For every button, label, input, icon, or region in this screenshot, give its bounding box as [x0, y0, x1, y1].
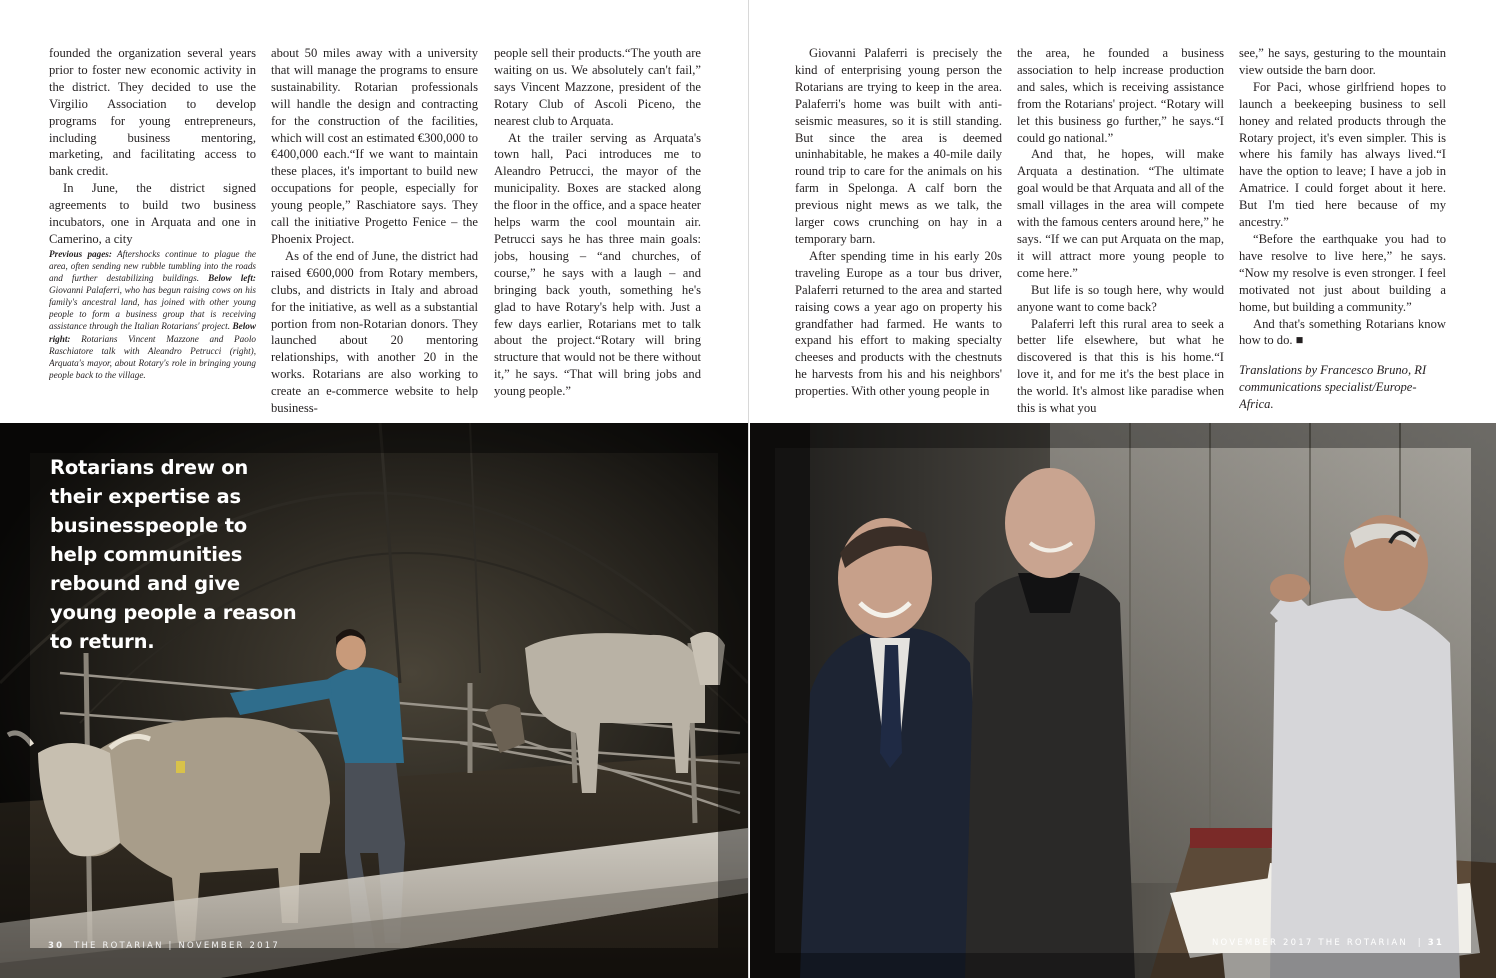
folio-text: THE ROTARIAN | NOVEMBER 2017 — [74, 941, 280, 951]
caption-text: Aftershocks continue to plague the area, often sending new rubble tumbling into the roads and further destabilizing buildings. — [49, 248, 256, 284]
folio-left — [48, 941, 280, 951]
folio-right: NOVEMBER 2017 THE ROTARIAN | 31 — [1212, 938, 1444, 948]
page-number: 30 — [48, 941, 65, 951]
office-illustration — [750, 423, 1496, 978]
folio-text: NOVEMBER 2017 THE ROTARIAN — [1212, 938, 1408, 948]
paragraph: For Paci, whose girlfriend hopes to launch a beekeeping business to sell honey and related products through the Rotary project, it's even simpler. This is where his family has always lived.“I have the option to leave; I have a job in Amatrice. I could forget about it here. But I'm tied here because of my ancestry.” — [1239, 79, 1446, 230]
right-column-3 — [1239, 45, 1446, 413]
caption-lead: Below left: — [208, 273, 256, 284]
left-column-1 — [49, 45, 256, 381]
barn-photo — [0, 423, 748, 978]
photo-caption — [49, 248, 256, 381]
caption-lead: Below right: — [49, 321, 256, 344]
paragraph: But life is so tough here, why would anyone want to come back? — [1017, 282, 1224, 314]
pull-quote: Rotarians drew on their expertise as businesspeople to help communities rebound and give young people a reason to return. — [50, 456, 297, 653]
left-column-3 — [494, 45, 701, 400]
paragraph: Giovanni Palaferri is precisely the kind of enterprising young person the Rotarians are trying to keep in the area. Palaferri's home was built with anti-seismic measures, so it is still standing. But since the area is deemed uninhabitable, he makes a 40-mile daily round trip to care for the animals on his farm in Spelonga. A calf born the previous night mews as we talk, the larger cows crunching on hay in a temporary barn. — [795, 46, 1002, 246]
paragraph: At the trailer serving as Arquata's town hall, Paci introduces me to Aleandro Petrucci, the mayor of the municipality. Boxes are stacked along the floor in the office, and a space heater helps warm the cool mountain air. Petrucci says he has three main goals: jobs, housing – “and churches, of course,” he says with a laugh – and bringing back youth, something he's glad to have Rotary's help with. Just a few days earlier, Rotarians met to talk about the project.“Rotary will bring structure that would not be there without it,” he says. “That will bring jobs and young people.” — [494, 130, 701, 399]
paragraph: founded the organization several years prior to foster new economic activity in the district. They decided to use the Virgilio Association to develop programs for young entrepreneurs, including business mentoring, marketing, and facilitating access to bank credit. — [49, 46, 256, 179]
right-page-text — [749, 0, 1496, 421]
right-column-2 — [1017, 45, 1224, 417]
translation-credit: Translations by Francesco Bruno, RI communications specialist/Europe-Africa. — [1239, 363, 1427, 412]
page-gutter — [748, 0, 749, 978]
paragraph: “Before the earthquake you had to have resolve to live here,” he says. “Now my resolve is even stronger. I feel motivated not just about building a home, but building a community.” — [1239, 231, 1446, 314]
page-number: 31 — [1427, 938, 1444, 948]
right-column-1 — [795, 45, 1002, 400]
paragraph: Palaferri left this rural area to seek a better life elsewhere, but what he discovered is that this is his home.“I love it, and for me it's the best place in the world. It's almost like paradise when this is what you — [1017, 316, 1224, 416]
paragraph: the area, he founded a business association to help increase production and sales, which is receiving assistance from the Rotarians' project. “Rotary will let this business go further,” he says.“I could go national.” — [1017, 46, 1224, 145]
paragraph: about 50 miles away with a university that will manage the programs to ensure sustainability. Rotarian professionals will handle the design and contracting for the construction of the facilities, which will cost an estimated €300,000 to €400,000 each.“If we want to maintain these places, it's important to build new occupations for people, especially for young people,” Raschiatore says. They call the initiative Progetto Fenice – the Phoenix Project. — [271, 46, 478, 246]
paragraph: people sell their products.“The youth are waiting on us. We absolutely can't fail,” says Vincent Mazzone, president of the Rotary Club of Ascoli Piceno, the nearest club to Arquata. — [494, 46, 701, 128]
left-column-2 — [271, 45, 478, 417]
office-photo — [750, 423, 1496, 978]
left-page-text — [0, 0, 748, 421]
paragraph: And that's something Rotarians know how to do. ■ — [1239, 316, 1446, 348]
paragraph: After spending time in his early 20s traveling Europe as a tour bus driver, Palaferri returned to the area and started raising cows a year ago on property his grandfather had farmed. He wants to expand his effort to making specialty cheeses and products with the chestnuts he harvests from his and his neighbors' properties. With other young people in — [795, 248, 1002, 399]
paragraph: And that, he hopes, will make Arquata a destination. “The ultimate goal would be that Arquata and all of the small villages in the area will compete with the famous centers around here,” he says. “If we can put Arquata on the map, it will attract more young people to come here.” — [1017, 147, 1224, 280]
paragraph: In June, the district signed agreements to build two business incubators, one in Arquata and one in Camerino, a city — [49, 181, 256, 246]
caption-lead: Previous pages: — [49, 248, 112, 259]
paragraph: As of the end of June, the district had raised €600,000 from Rotary members, clubs, and districts in Italy and abroad for the initiative, as well as a substantial portion from non-Rotarian donors. They launched about 20 mentoring relationships, with another 20 in the works. Rotarians are also working to create an e-commerce website to help business- — [271, 248, 478, 416]
caption-text: Giovanni Palaferri, who has begun raising cows on his family's ancestral land, has joined with other young people to form a business group that is receiving assistance through the Italian Rotarians' project. — [49, 285, 256, 332]
caption-text: Rotarians Vincent Mazzone and Paolo Raschiatore talk with Aleandro Petrucci (right), Arquata's mayor, about Rotary's role in bringing young people back to the village. — [49, 333, 256, 380]
paragraph: see,” he says, gesturing to the mountain view outside the barn door. — [1239, 46, 1446, 77]
